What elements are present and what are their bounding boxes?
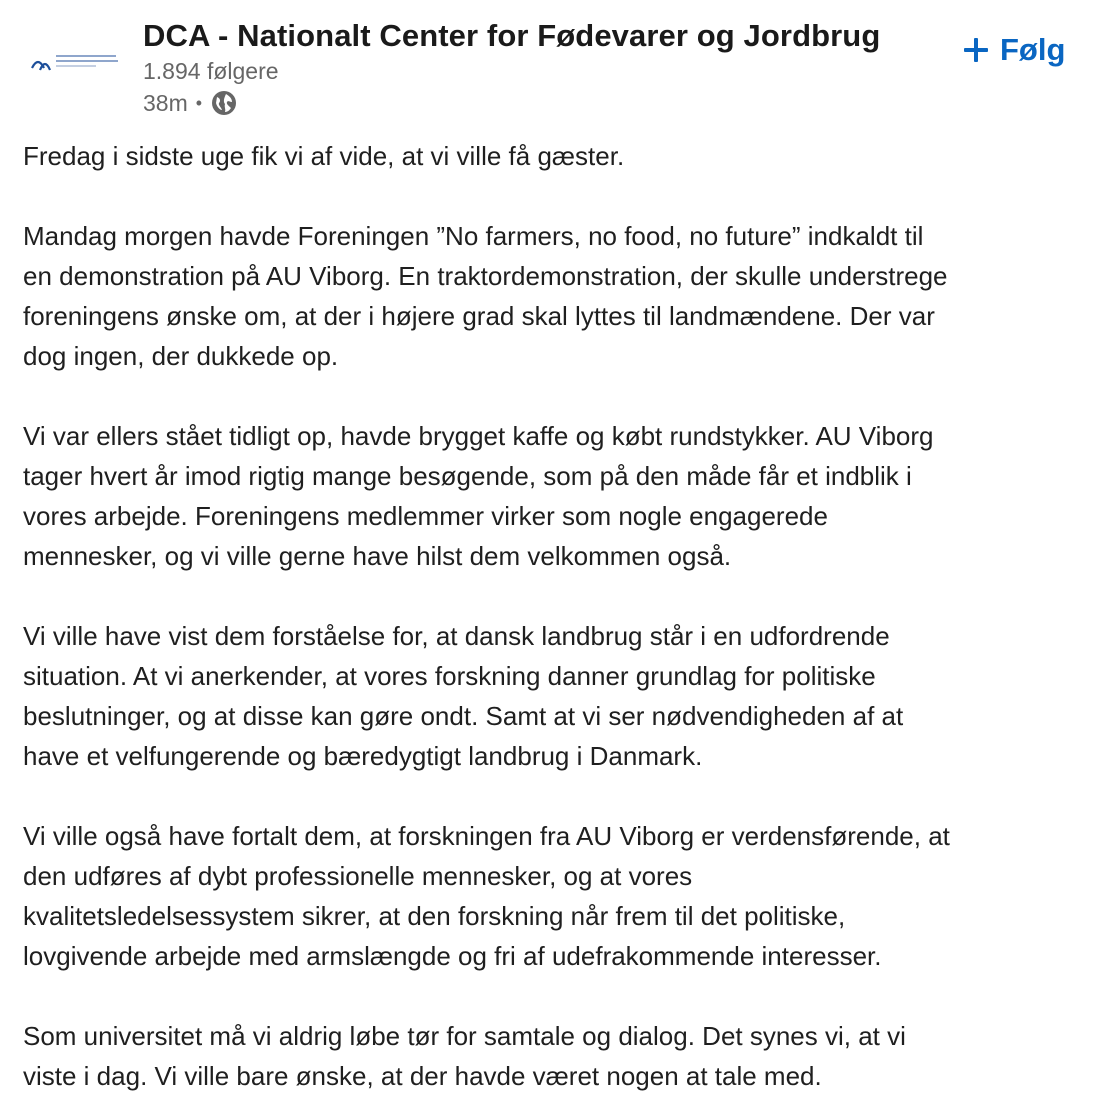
post-paragraph: Fredag i sidste uge fik vi af vide, at vi ville få gæster.	[23, 141, 625, 171]
post-paragraph: Vi ville også have fortalt dem, at forskningen fra AU Viborg er verdensførende, at den udføres af dybt professionelle mennesker, og at vores kvalitetsledelsessystem sikrer, at den forskning når frem til det politiske, lovgivende arbejde med armslængde og fri af udefrakommende interesser.	[23, 821, 950, 971]
post-meta	[143, 87, 880, 119]
post-paragraph: Som universitet må vi aldrig løbe tør for samtale og dialog. Det synes vi, at vi viste i dag. Vi ville bare ønske, at der havde været nogen at tale med.	[23, 1021, 906, 1091]
globe-icon	[210, 89, 238, 117]
plus-icon	[962, 36, 990, 64]
follow-label: Følg	[1000, 32, 1066, 67]
follow-button[interactable]	[962, 28, 1065, 72]
author-block	[143, 16, 880, 119]
post-paragraph: Mandag morgen havde Foreningen ”No farmers, no food, no future” indkaldt til en demonstration på AU Viborg. En traktordemonstration, der skulle understrege foreningens ønske om, at der i højere grad skal lyttes til landmændene. Der var dog ingen, der dukkede op.	[23, 221, 948, 371]
post-paragraph: Vi ville have vist dem forståelse for, at dansk landbrug står i en udfordrende situation. At vi anerkender, at vores forskning danner grundlag for politiske beslutninger, og at disse kan gøre ondt. Samt at vi ser nødvendigheden af at have et velfungerende og bæredygtigt landbrug i Danmark.	[23, 621, 904, 771]
post-header	[0, 0, 1100, 130]
meta-separator: •	[195, 93, 203, 113]
organization-logo-icon[interactable]	[28, 42, 124, 82]
follower-count: 1.894 følgere	[143, 58, 279, 84]
post-paragraph: Vi var ellers stået tidligt op, havde brygget kaffe og købt rundstykker. AU Viborg tager hvert år imod rigtig mange besøgende, som på den måde får et indblik i vores arbejde. Foreningens medlemmer virker som nogle engagerede mennesker, og vi ville gerne have hilst dem velkommen også.	[23, 421, 934, 571]
post-body	[23, 136, 1083, 1096]
post-time: 38m	[143, 90, 188, 116]
author-name[interactable]: DCA - Nationalt Center for Fødevarer og Jordbrug	[143, 18, 881, 53]
